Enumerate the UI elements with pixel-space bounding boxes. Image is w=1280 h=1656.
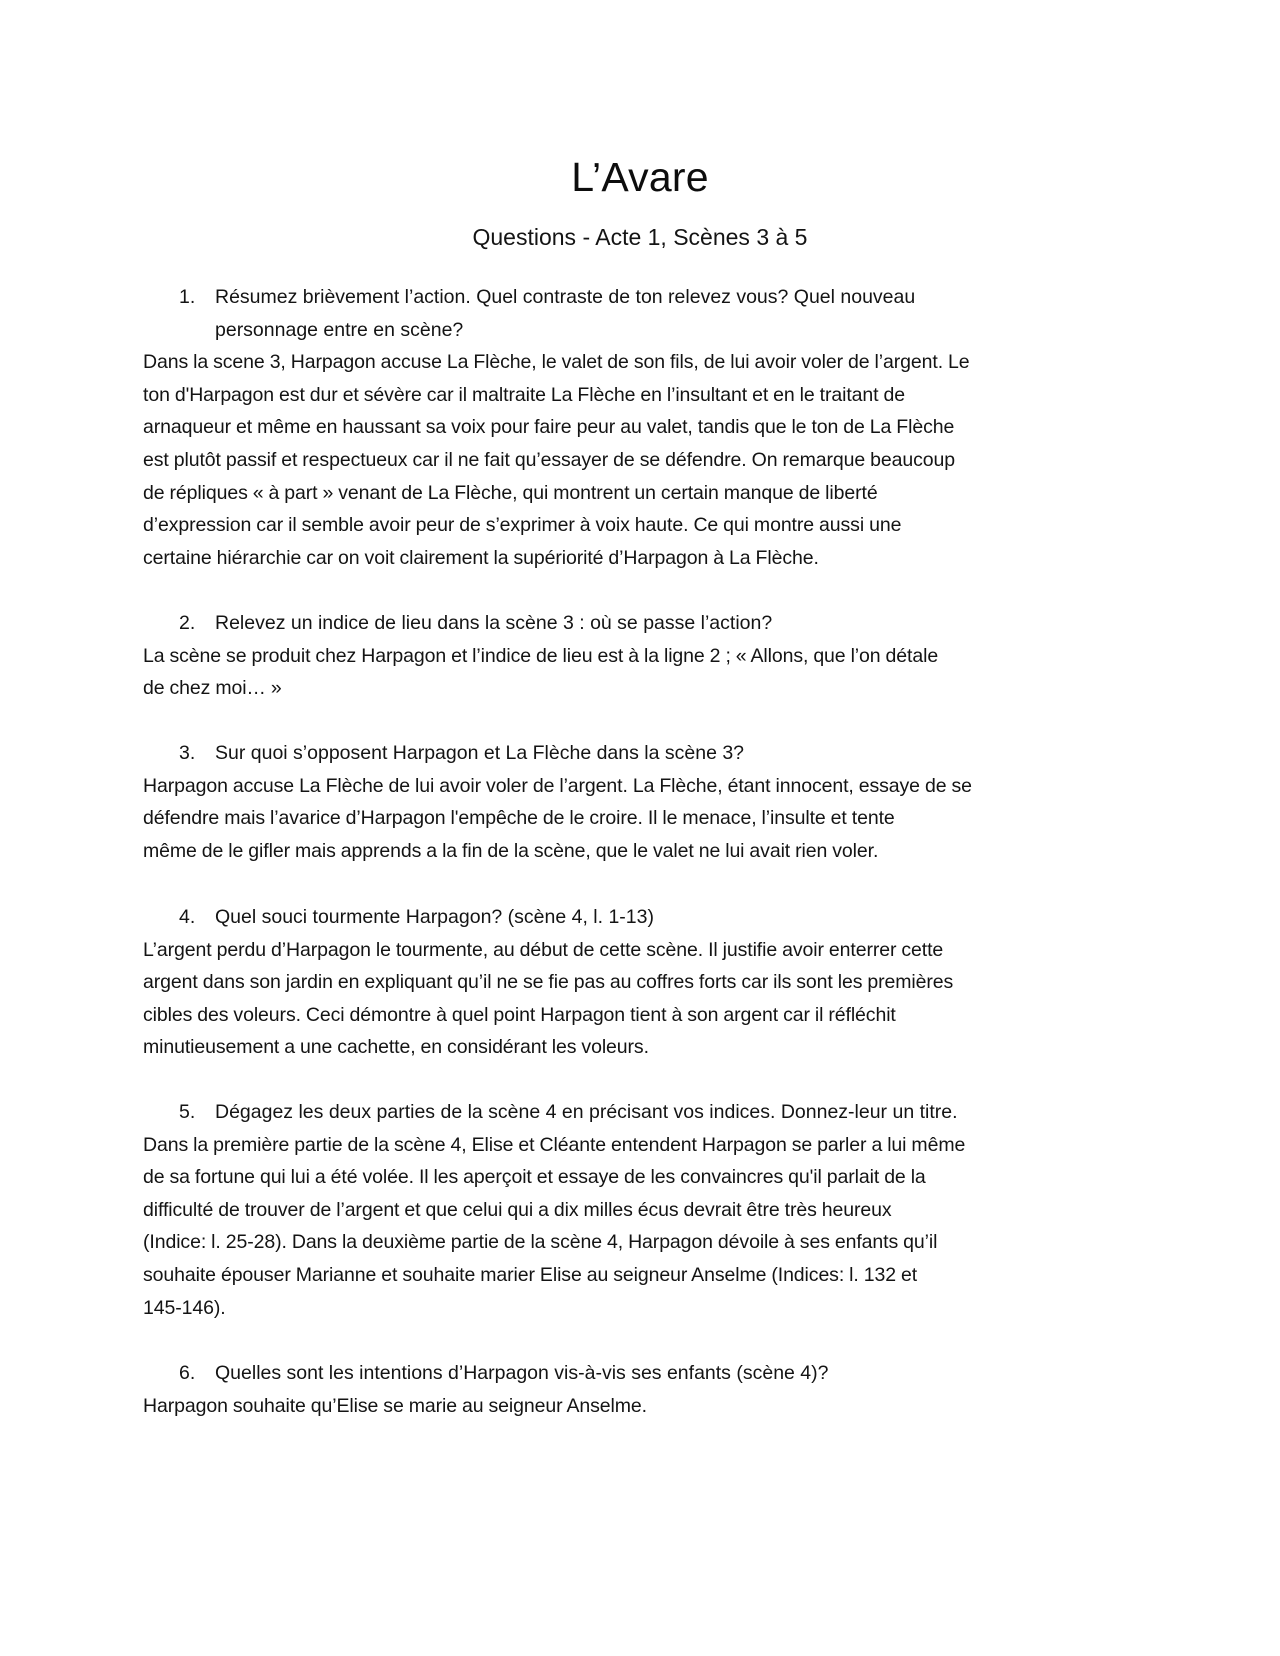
answer-text-line: même de le gifler mais apprends a la fin de la scène, que le valet ne lui avait rien voler. <box>143 839 879 862</box>
document-subtitle: Questions - Acte 1, Scènes 3 à 5 <box>472 224 808 250</box>
answer-text-line: Harpagon accuse La Flèche de lui avoir voler de l’argent. La Flèche, étant innocent, essaye de se <box>143 774 972 797</box>
question-block-2 <box>143 607 1078 705</box>
answer-text-line: cibles des voleurs. Ceci démontre à quel point Harpagon tient à son argent car il réfléchit <box>143 1003 896 1026</box>
answer-text-line: minutieusement a une cachette, en considérant les voleurs. <box>143 1036 649 1059</box>
question-block-4 <box>143 901 1078 1064</box>
answer-5 <box>143 1129 1078 1325</box>
answer-text-line: défendre mais l’avarice d’Harpagon l'empêche de le croire. Il le menace, l’insulte et tente <box>143 807 895 830</box>
answer-1 <box>143 346 1078 574</box>
answer-2 <box>143 640 1078 705</box>
question-5 <box>143 1096 1078 1129</box>
answer-text-line: Dans la scene 3, Harpagon accuse La Flèche, le valet de son fils, de lui avoir voler de l’argent. Le <box>143 351 970 374</box>
answer-text-line: (Indice: l. 25-28). Dans la deuxième partie de la scène 4, Harpagon dévoile à ses enfants qu’il <box>143 1231 938 1254</box>
question-6 <box>143 1357 1078 1390</box>
answer-text-line: L’argent perdu d’Harpagon le tourmente, au début de cette scène. Il justifie avoir enterrer cette <box>143 938 944 961</box>
answer-text-line: souhaite épouser Marianne et souhaite marier Elise au seigneur Anselme (Indices: l. 132 et <box>143 1263 918 1286</box>
question-text-line: Sur quoi s’opposent Harpagon et La Flèche dans la scène 3? <box>215 742 745 764</box>
question-text-line: Relevez un indice de lieu dans la scène 3 : où se passe l’action? <box>215 612 773 634</box>
question-text-line: Dégagez les deux parties de la scène 4 en précisant vos indices. Donnez-leur un titre. <box>215 1101 958 1123</box>
question-number: 2. <box>179 612 196 634</box>
document-title: L’Avare <box>571 154 709 200</box>
answer-text-line: d’expression car il semble avoir peur de s’exprimer à voix haute. Ce qui montre aussi une <box>143 514 902 537</box>
question-block-1 <box>143 281 1078 574</box>
question-2 <box>143 607 1078 640</box>
question-number: 5. <box>179 1101 196 1123</box>
question-number: 4. <box>179 906 196 928</box>
answer-text-line: certaine hiérarchie car on voit clairement la supériorité d’Harpagon à La Flèche. <box>143 546 819 569</box>
question-number: 6. <box>179 1362 196 1384</box>
answer-text-line: est plutôt passif et respectueux car il ne fait qu’essayer de se défendre. On remarque beaucoup <box>143 448 955 471</box>
question-block-6 <box>143 1357 1078 1422</box>
question-text-line: Quel souci tourmente Harpagon? (scène 4, l. 1-13) <box>215 906 654 928</box>
answer-text-line: arnaqueur et même en haussant sa voix pour faire peur au valet, tandis que le ton de La Flèche <box>143 416 955 439</box>
answer-text-line: La scène se produit chez Harpagon et l’indice de lieu est à la ligne 2 ; « Allons, que l’on détale <box>143 644 939 667</box>
answer-text-line: Dans la première partie de la scène 4, Elise et Cléante entendent Harpagon se parler a lui même <box>143 1133 966 1156</box>
question-4 <box>143 901 1078 934</box>
question-block-5 <box>143 1096 1078 1324</box>
answer-4 <box>143 934 1078 1064</box>
question-number: 1. <box>179 286 196 308</box>
answer-6 <box>143 1390 1078 1423</box>
answer-text-line: de sa fortune qui lui a été volée. Il les aperçoit et essaye de les convaincres qu'il parlait de la <box>143 1166 926 1189</box>
answer-text-line: de chez moi… » <box>143 677 282 700</box>
question-number: 3. <box>179 742 196 764</box>
question-text-line: Résumez brièvement l’action. Quel contraste de ton relevez vous? Quel nouveau <box>215 286 916 308</box>
question-text-line: personnage entre en scène? <box>215 318 464 341</box>
answer-3 <box>143 770 1078 868</box>
question-text-line: Quelles sont les intentions d’Harpagon vis-à-vis ses enfants (scène 4)? <box>215 1362 829 1384</box>
answer-text-line: difficulté de trouver de l’argent et que celui qui a dix milles écus devrait être très heureux <box>143 1198 892 1221</box>
question-block-3 <box>143 737 1078 867</box>
answer-text-line: de répliques « à part » venant de La Flèche, qui montrent un certain manque de liberté <box>143 481 878 504</box>
question-1 <box>143 281 1078 346</box>
answer-text-line: ton d'Harpagon est dur et sévère car il maltraite La Flèche en l’insultant et en le traitant de <box>143 383 905 406</box>
answer-text-line: 145-146). <box>143 1296 226 1319</box>
answer-text-line: Harpagon souhaite qu’Elise se marie au seigneur Anselme. <box>143 1394 647 1417</box>
question-3 <box>143 737 1078 770</box>
answer-text-line: argent dans son jardin en expliquant qu’il ne se fie pas au coffres forts car ils sont les premières <box>143 971 954 994</box>
